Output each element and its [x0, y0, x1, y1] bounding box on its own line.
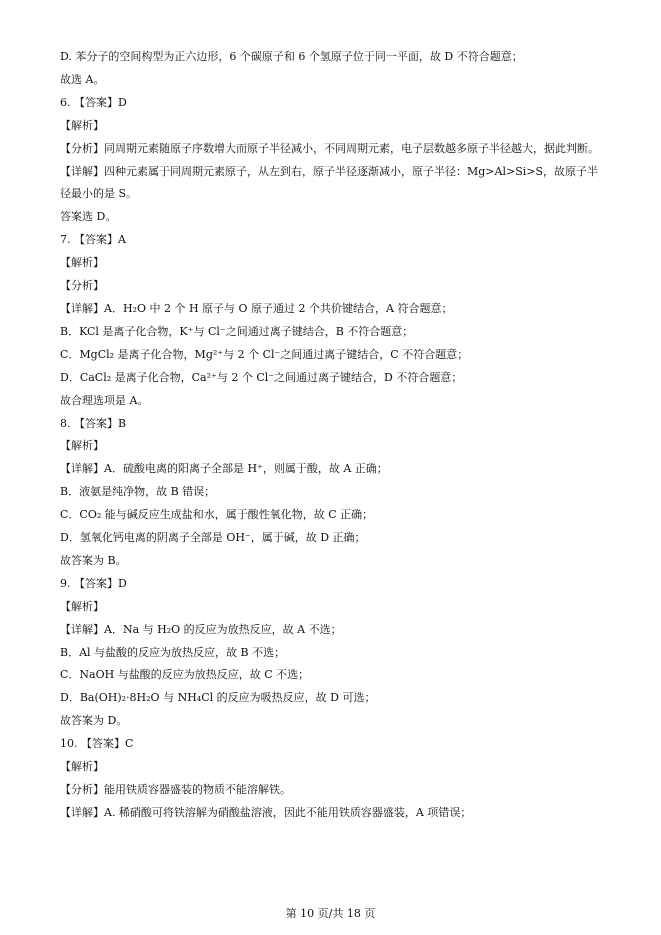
text-line: 【详解】A．Na 与 H₂O 的反应为放热反应，故 A 不选；	[60, 622, 342, 636]
text-line: 【详解】A．硫酸电离的阳离子全部是 H⁺，则属于酸，故 A 正确；	[60, 462, 388, 476]
answer-heading: 6. 【答案】D	[60, 95, 127, 109]
text-line: C．NaOH 与盐酸的反应为放热反应，故 C 不选；	[60, 668, 310, 682]
section-label: 【解析】	[60, 439, 104, 453]
answer-heading: 10. 【答案】C	[60, 737, 134, 751]
section-label: 【解析】	[60, 760, 104, 774]
text-line: B．液氨是纯净物，故 B 错误；	[60, 485, 216, 499]
text-line: B．KCl 是离子化合物，K⁺与 Cl⁻之间通过离子键结合，B 不符合题意；	[60, 324, 414, 338]
text-line: 故答案为 D。	[60, 714, 128, 728]
section-label: 【解析】	[60, 118, 104, 132]
text-line: 【分析】能用铁质容器盛装的物质不能溶解铁。	[60, 783, 291, 796]
answer-heading: 8. 【答案】B	[60, 416, 127, 430]
answer-heading: 7. 【答案】A	[60, 233, 126, 247]
text-line: D. 苯分子的空间构型为正六边形，6 个碳原子和 6 个氢原子位于同一平面，故 D 不符合题意；	[60, 50, 523, 63]
text-line: 【详解】A. 稀硝酸可将铁溶解为硝酸盐溶液，因此不能用铁质容器盛装，A 项错误；	[60, 805, 472, 819]
text-line: D．氢氧化钙电离的阴离子全部是 OH⁻，属于碱，故 D 正确；	[60, 531, 366, 545]
section-label: 【解析】	[60, 599, 104, 613]
answer-heading: 9. 【答案】D	[60, 576, 127, 590]
section-label: 【解析】	[60, 256, 104, 270]
text-line: C．CO₂ 能与碱反应生成盐和水，属于酸性氧化物，故 C 正确；	[60, 508, 374, 522]
text-line: 故合理选项是 A。	[60, 393, 149, 407]
text-line: 【详解】A．H₂O 中 2 个 H 原子与 O 原子通过 2 个共价键结合，A 符合题意；	[60, 301, 453, 315]
text-line: 答案选 D。	[60, 210, 117, 224]
text-line: 故答案为 B。	[60, 553, 127, 567]
section-label: 【分析】	[60, 279, 104, 293]
text-line: D．Ba(OH)₂·8H₂O 与 NH₄Cl 的反应为吸热反应，故 D 可选；	[60, 691, 376, 705]
document-body	[60, 46, 608, 825]
text-line: D．CaCl₂ 是离子化合物，Ca²⁺与 2 个 Cl⁻之间通过离子键结合，D 不符合题意；	[60, 370, 463, 384]
text-line: B．Al 与盐酸的反应为放热反应，故 B 不选；	[60, 645, 286, 659]
text-line: 故选 A。	[60, 72, 105, 86]
text-line: C．MgCl₂ 是离子化合物，Mg²⁺与 2 个 Cl⁻之间通过离子键结合，C 不符合题意；	[60, 347, 469, 361]
page-number: 第 10 页/共 18 页	[285, 907, 376, 920]
text-line: 【分析】同周期元素随原子序数增大而原子半径减小，不同周期元素，电子层数越多原子半径越大，据此判断。	[60, 141, 599, 155]
text-line: 【详解】四种元素属于同周期元素原子，从左到右，原子半径逐渐减小，原子半径：Mg>Al>Si>S，故原子半径最小的是 S。	[60, 164, 599, 201]
